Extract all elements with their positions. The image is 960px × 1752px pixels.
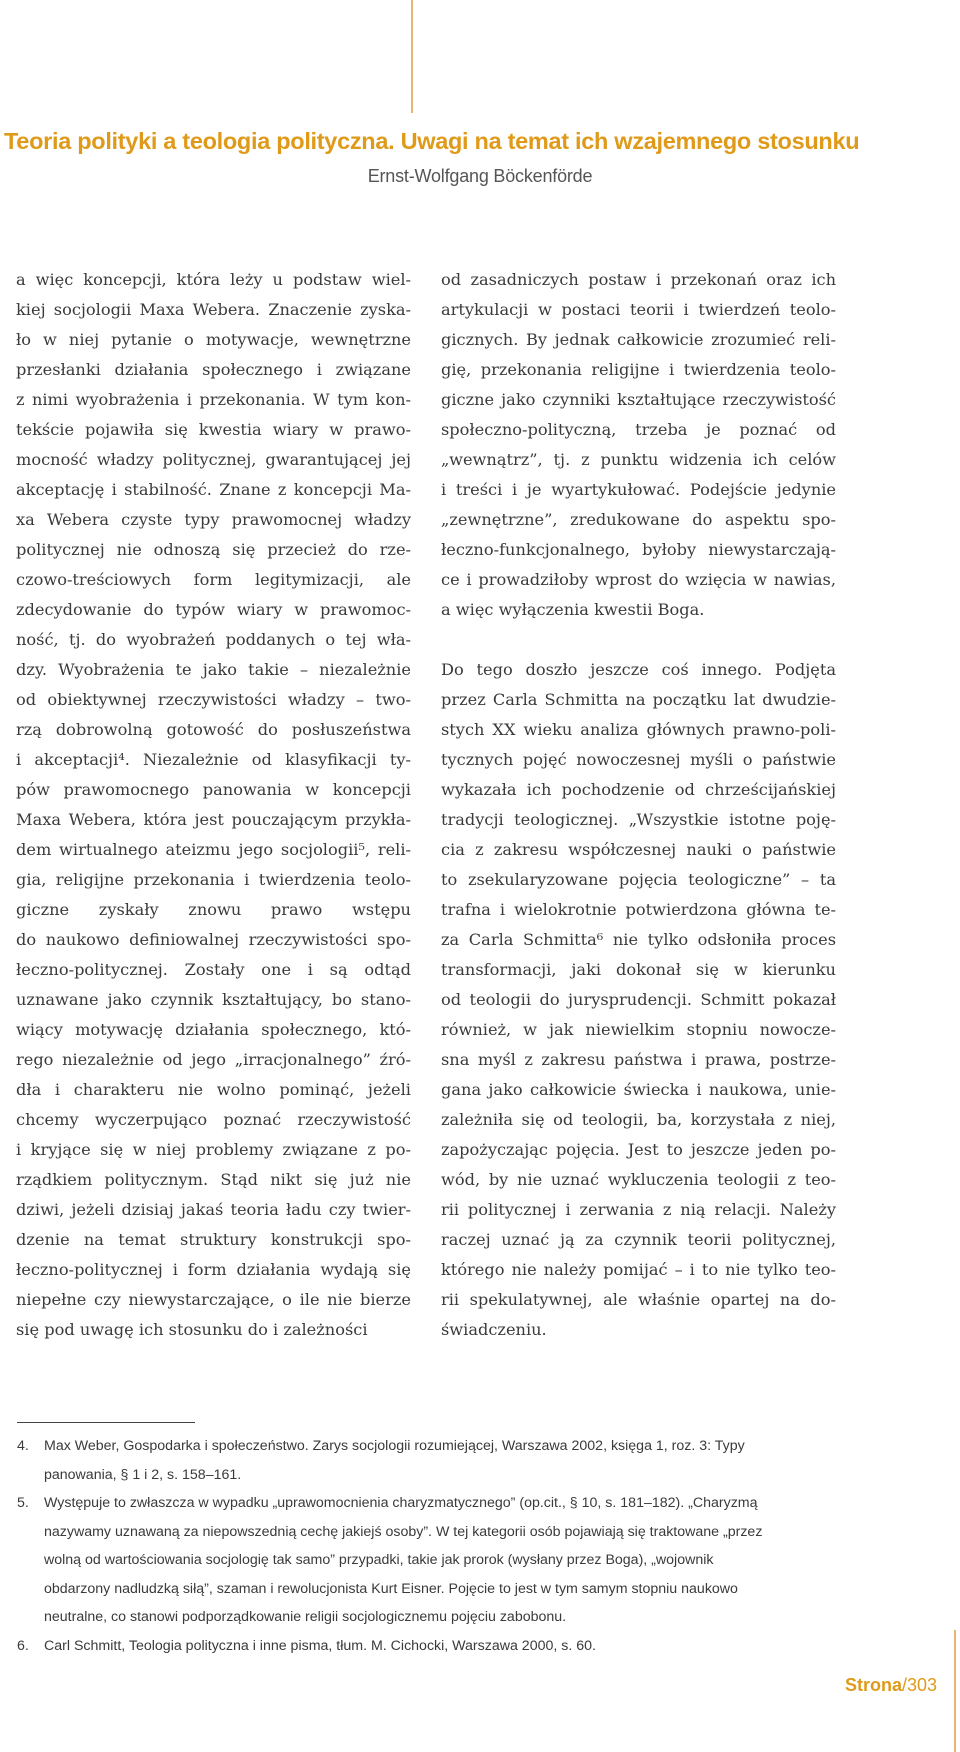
text-line: transformacji, jaki dokonał się w kierunku xyxy=(441,960,836,979)
paragraph-gap xyxy=(441,625,836,655)
page-number-value: 303 xyxy=(907,1675,938,1695)
footnote xyxy=(17,1432,847,1489)
text-line: pów prawomocnego panowania w koncepcji xyxy=(16,780,411,799)
text-line: gia, religijne przekonania i twierdzenia teolo- xyxy=(16,870,411,889)
text-line: zdecydowanie do typów wiary w prawomoc- xyxy=(16,600,411,619)
text-line: „wewnątrz”, tj. z punktu widzenia ich celów xyxy=(441,450,836,469)
text-line: łeczno-politycznej. Zostały one i są odtąd xyxy=(16,960,411,979)
text-line: „zewnętrzne”, zredukowane do aspektu spo- xyxy=(441,510,836,529)
text-column-left xyxy=(16,265,411,1345)
text-line: czowo-treściowych form legitymizacji, ale xyxy=(16,570,411,589)
text-line: dzy. Wyobrażenia te jako takie – niezależnie xyxy=(16,660,411,679)
text-line: gana jako całkowicie świecka i naukowa, unie- xyxy=(441,1080,836,1099)
text-line: wód, by nie uznać wykluczenia teologii z teo- xyxy=(441,1170,836,1189)
text-line: politycznej nie odnoszą się przecież do rze- xyxy=(16,540,411,559)
text-line: rii spekulatywnej, ale właśnie opartej na do- xyxy=(441,1290,836,1309)
footnote-line: obdarzony nadludzką siłą”, szaman i rewolucjonista Kurt Eisner. Pojęcie to jest w tym samym stopniu naukowo xyxy=(44,1580,738,1597)
footnote-separator xyxy=(17,1422,195,1423)
text-line: z nimi wyobrażenia i przekonania. W tym kon- xyxy=(16,390,411,409)
footnote-line: Występuje to zwłaszcza w wypadku „uprawomocnienia charyzmatycznego” (op.cit., § 10, s. 181–182). „Charyzmą xyxy=(44,1495,758,1511)
text-line: od obiektywnej rzeczywistości władzy – two- xyxy=(16,690,411,709)
text-column-right xyxy=(441,265,836,1345)
text-line: kiej socjologii Maxa Webera. Znaczenie zyska- xyxy=(16,300,411,319)
text-line: niepełne czy niewystarczające, o ile nie bierze xyxy=(16,1290,411,1309)
text-line: Do tego doszło jeszcze coś innego. Podjęta xyxy=(441,660,836,679)
text-line: uznawane jako czynnik kształtujący, bo stano- xyxy=(16,990,411,1009)
side-decorative-rule xyxy=(954,1630,956,1752)
text-line: zależniła się od teologii, ba, korzystała z niej, xyxy=(441,1110,836,1129)
text-line: artykulacji w postaci teorii i twierdzeń teolo- xyxy=(441,300,836,319)
footnote-number: 5. xyxy=(17,1495,29,1511)
footnote-line: panowania, § 1 i 2, s. 158–161. xyxy=(44,1466,242,1483)
text-line: dzenie na temat struktury konstrukcji spo- xyxy=(16,1230,411,1249)
top-decorative-rule xyxy=(411,0,413,113)
text-line: tradycji teologicznej. „Wszystkie istotne poję- xyxy=(441,810,836,829)
text-line: społeczno-polityczną, trzeba je poznać od xyxy=(441,420,836,439)
text-line: łeczno-funkcjonalnego, byłoby niewystarczają- xyxy=(441,540,836,559)
footnote xyxy=(17,1489,847,1632)
text-line: a więc koncepcji, która leży u podstaw wiel- xyxy=(16,270,411,289)
footnotes xyxy=(17,1432,847,1660)
text-line: świadczeniu. xyxy=(441,1320,547,1339)
text-line: od zasadniczych postaw i przekonań oraz ich xyxy=(441,270,836,289)
text-line: rządkiem politycznym. Stąd nikt się już nie xyxy=(16,1170,411,1189)
footnote-line: wolną od wartościowania socjologię tak samo” przypadki, takie jak prorok (wysłany przez Boga), „wojownik xyxy=(44,1552,714,1568)
text-line: którego nie należy pomijać – i to nie tylko teo- xyxy=(441,1260,836,1279)
text-line: rzą dobrowolną gotowość do posłuszeństwa xyxy=(16,720,411,739)
article-author: Ernst-Wolfgang Böckenförde xyxy=(367,166,593,186)
text-line: cia z zakresu współczesnej nauki o państwie xyxy=(441,840,836,859)
text-line: dziwi, jeżeli dzisiaj jakaś teoria ładu czy twier- xyxy=(16,1200,411,1219)
text-line: rego niezależnie od jego „irracjonalnego” źró- xyxy=(16,1050,411,1069)
text-line: stych XX wieku analiza głównych prawno-poli- xyxy=(441,720,836,739)
footnote-line: Carl Schmitt, Teologia polityczna i inne pisma, tłum. M. Cichocki, Warszawa 2000, s. 60. xyxy=(44,1637,596,1654)
text-line: to zsekularyzowane pojęcia teologiczne” – ta xyxy=(441,870,836,889)
footnote xyxy=(17,1632,847,1661)
text-line: łeczno-politycznej i form działania wydają się xyxy=(16,1260,411,1279)
text-line: również, w jak niewielkim stopniu nowocze- xyxy=(441,1020,836,1039)
text-line: giczne zyskały znowu prawo wstępu xyxy=(16,900,411,919)
text-line: przez Carla Schmitta na początku lat dwudzie- xyxy=(441,690,836,709)
text-line: przesłanki działania społecznego i związane xyxy=(16,360,411,379)
text-line: raczej uznać ją za czynnik teorii politycznej, xyxy=(441,1230,836,1249)
page-number xyxy=(845,1675,937,1696)
text-line: chcemy wyczerpująco poznać rzeczywistość xyxy=(16,1110,411,1129)
text-line: tekście pojawiła się kwestia wiary w prawo- xyxy=(16,420,411,439)
text-line: mocność władzy politycznej, gwarantującej jej xyxy=(16,450,411,469)
text-line: ło w niej pytanie o motywacje, wewnętrzne xyxy=(16,330,411,349)
text-line: akceptację i stabilność. Znane z koncepcji Ma- xyxy=(16,480,411,499)
text-line: sna myśl z zakresu państwa i prawa, postrze- xyxy=(441,1050,836,1069)
article-title: Teoria polityki a teologia polityczna. Uwagi na temat ich wzajemnego stosunku xyxy=(4,128,860,154)
text-line: się pod uwagę ich stosunku do i zależności xyxy=(16,1320,368,1339)
text-line: do naukowo definiowalnej rzeczywistości spo- xyxy=(16,930,411,949)
text-line: i akceptacji⁴. Niezależnie od klasyfikacji ty- xyxy=(16,750,411,769)
text-line: tycznych pojęć nowoczesnej myśli o państwie xyxy=(441,750,836,769)
text-line: gię, przekonania religijne i twierdzenia teolo- xyxy=(441,360,836,379)
page-separator: / xyxy=(902,1675,908,1695)
text-line: Maxa Webera, która jest pouczającym przykła- xyxy=(16,810,411,829)
footnote-number: 6. xyxy=(17,1637,29,1654)
text-line: ność, tj. do wyobrażeń poddanych o tej wła- xyxy=(16,630,411,649)
text-line: trafna i wielokrotnie potwierdzona główna te- xyxy=(441,900,836,919)
text-line: i kryjące się w niej problemy związane z po- xyxy=(16,1140,411,1159)
text-line: dem wirtualnego ateizmu jego socjologii⁵, reli- xyxy=(16,840,411,859)
text-line: zapożyczając pojęcia. Jest to jeszcze jeden po- xyxy=(441,1140,836,1159)
footnote-line: neutralne, co stanowi podporządkowanie religii socjologicznemu pojęciu zabobonu. xyxy=(44,1609,567,1625)
footnote-line: Max Weber, Gospodarka i społeczeństwo. Zarys socjologii rozumiejącej, Warszawa 2002, księga 1, roz. 3: Typy xyxy=(44,1438,745,1454)
text-line: od teologii do jurysprudencji. Schmitt pokazał xyxy=(441,990,836,1009)
text-line: rii politycznej i zerwania z nią relacji. Należy xyxy=(441,1200,836,1219)
footnote-line: nazywamy uznawaną za niepowszednią cechę jakiejś osoby”. W tej kategorii osób pojawiają się traktowane „przez xyxy=(44,1523,763,1540)
text-line: i treści i je wyartykułować. Podejście jedynie xyxy=(441,480,836,499)
text-line: za Carla Schmitta⁶ nie tylko odsłoniła proces xyxy=(441,930,836,949)
text-line: ce i prowadziłoby wprost do wzięcia w nawias, xyxy=(441,570,836,589)
text-line: giczne jako czynniki kształtujące rzeczywistość xyxy=(441,390,836,409)
text-line: a więc wyłączenia kwestii Boga. xyxy=(441,600,705,619)
text-line: wiący motywację działania społecznego, któ- xyxy=(16,1020,411,1039)
text-line: gicznych. By jednak całkowicie zrozumieć reli- xyxy=(441,330,836,349)
text-line: dła i charakteru nie wolno pominąć, jeżeli xyxy=(16,1080,411,1099)
text-line: xa Webera czyste typy prawomocnej władzy xyxy=(16,510,411,529)
footnote-number: 4. xyxy=(17,1438,29,1454)
text-line: wykazała ich pochodzenie od chrześcijańskiej xyxy=(441,780,836,799)
page-label: Strona xyxy=(845,1675,903,1695)
